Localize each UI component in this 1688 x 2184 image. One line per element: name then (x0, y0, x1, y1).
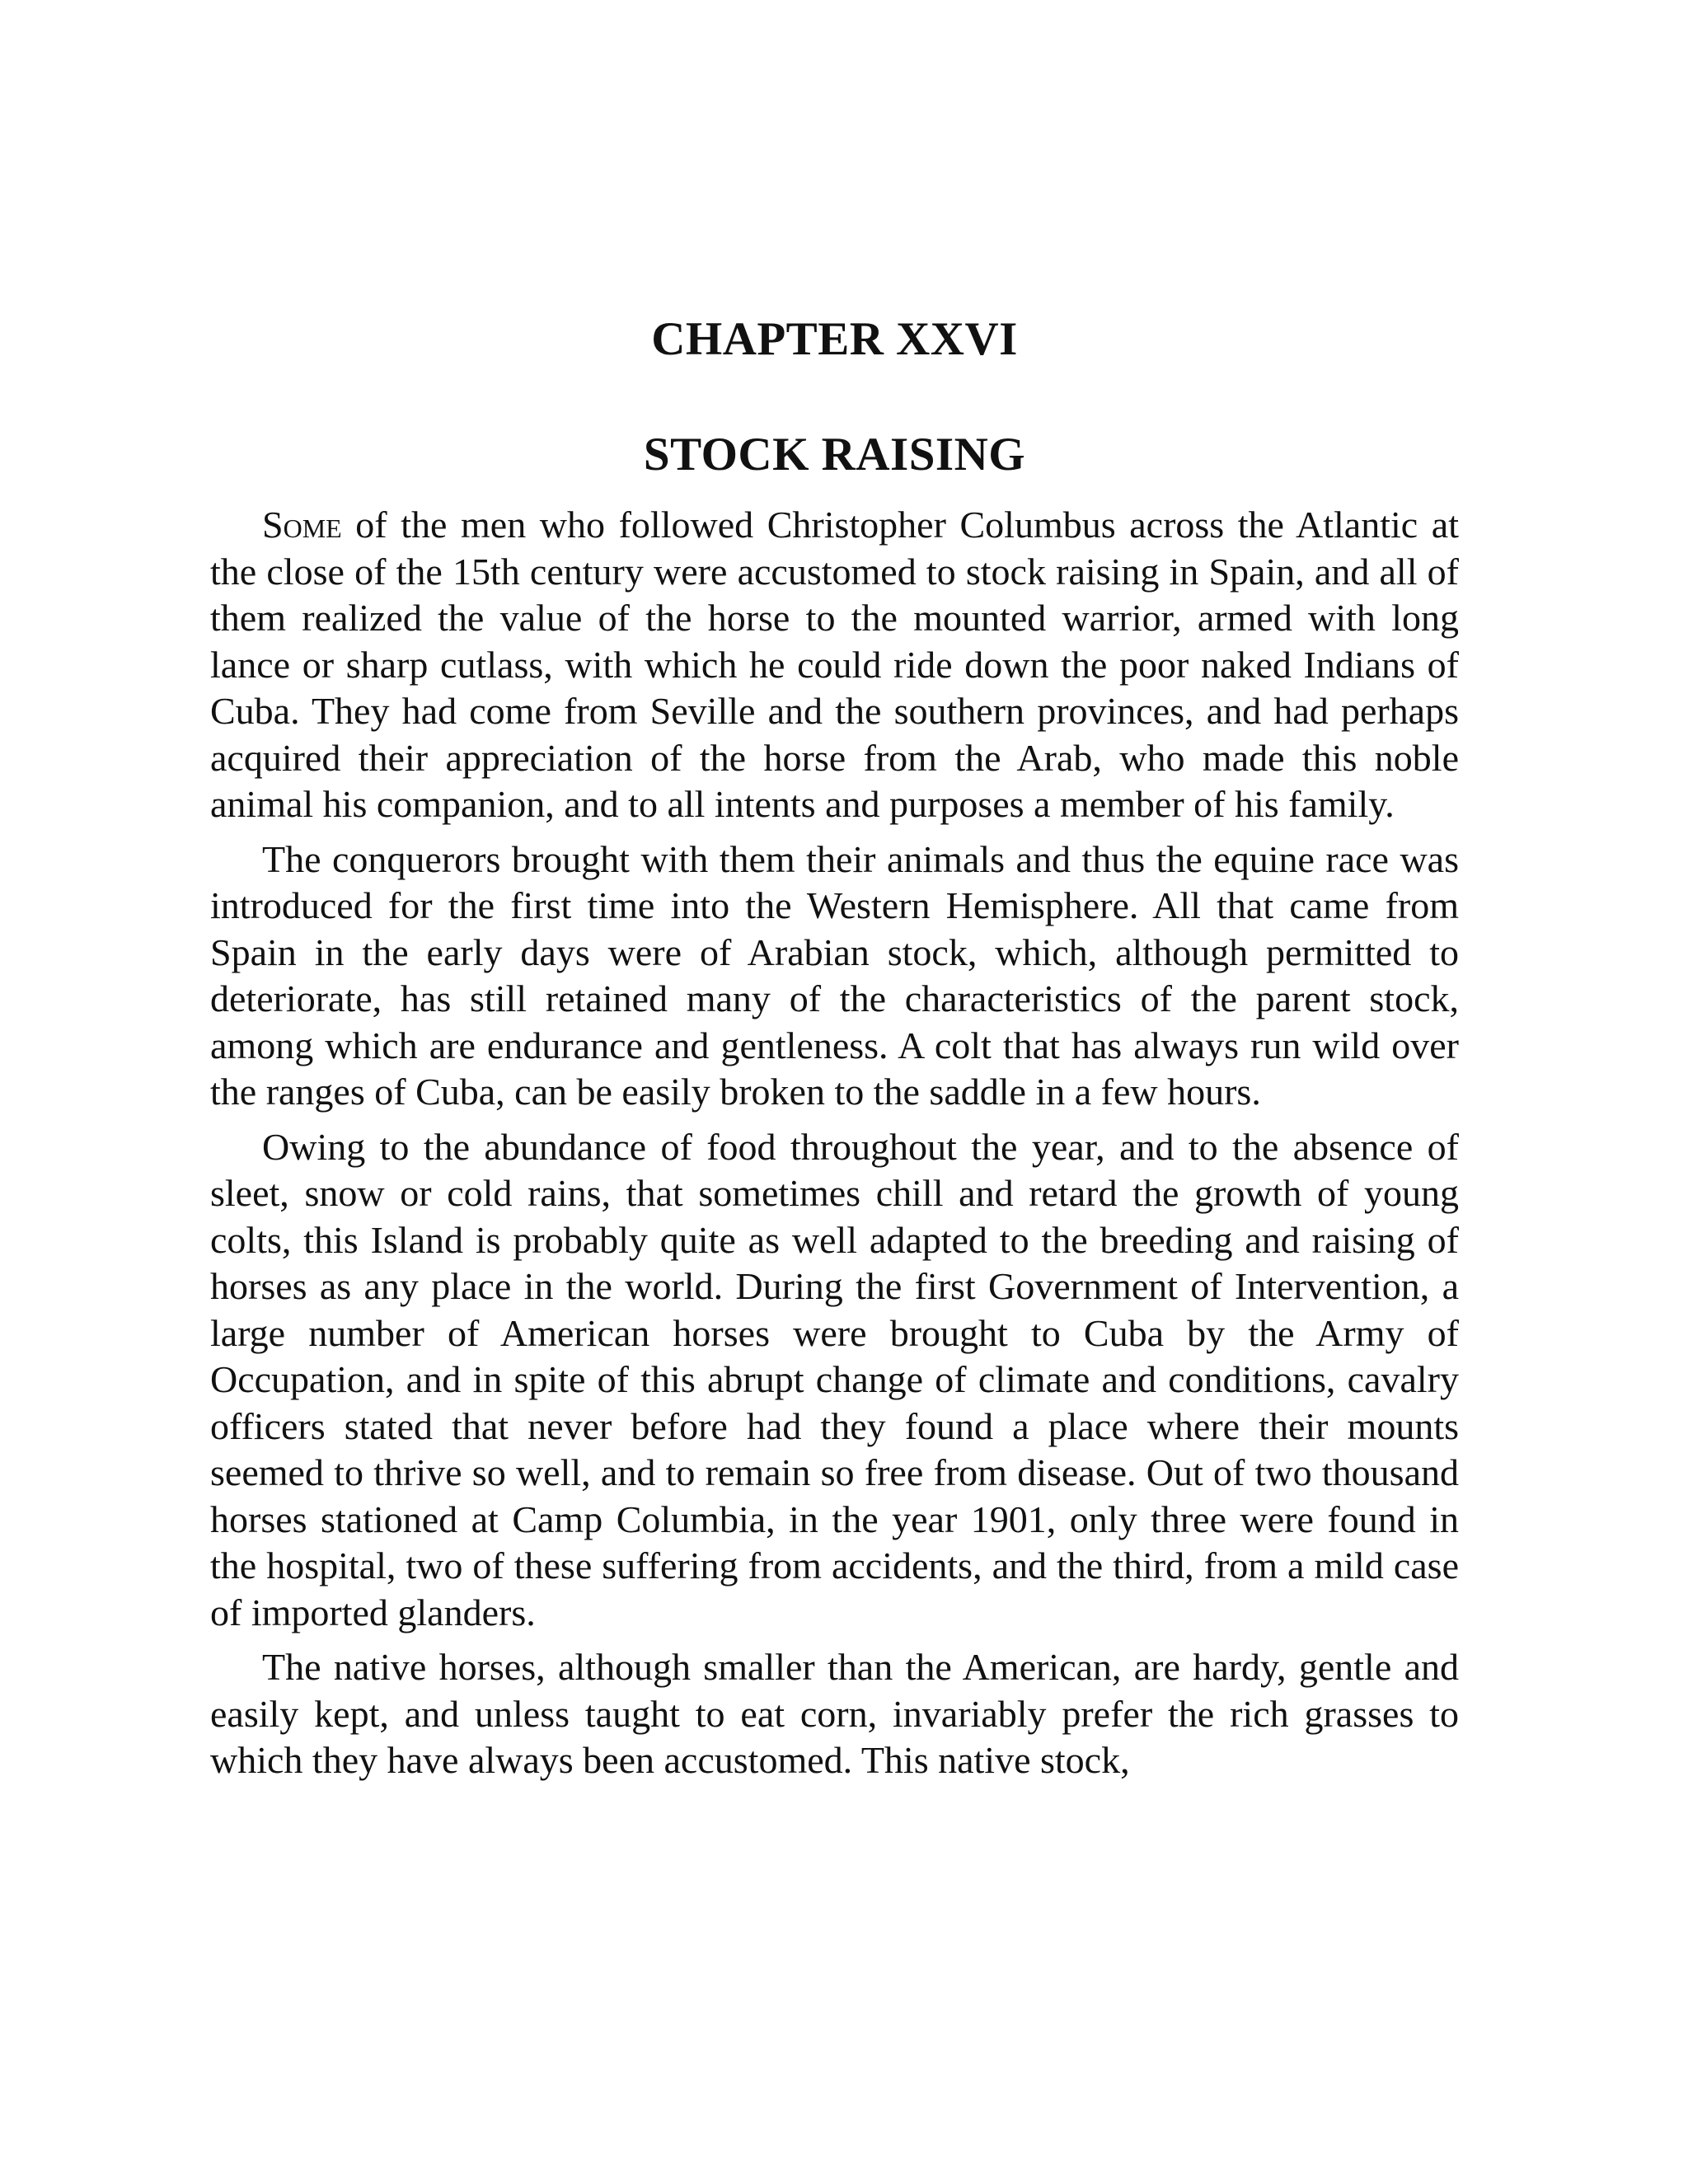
paragraph-3: Owing to the abundance of food throughout the year, and to the absence of sleet, snow or cold rains, that sometimes chill and retard the growth of young colts, this Island is probably quite as well adapted to the breeding and raising of horses as any place in the world. During the first Government of Intervention, a large number of American horses were brought to Cuba by the Army of Occupation, and in spite of this abrupt change of climate and conditions, cavalry officers stated that never before had they found a place where their mounts seemed to thrive so well, and to remain so free from disease. Out of two thousand horses stationed at Camp Columbia, in the year 1901, only three were found in the hospital, two of these suffering from accidents, and the third, from a mild case of imported glanders. (210, 1125, 1459, 1633)
paragraph-lead-word: Some (262, 504, 342, 546)
paragraph-1-text: of the men who followed Christopher Columbus across the Atlantic at the close of the 15th century were accustomed to stock raising in Spain, and all of them realized the value of the horse to the mounted warrior, armed with long lance or sharp cutlass, with which he could ride down the poor naked Indians of Cuba. They had come from Seville and the southern provinces, and had perhaps acquired their appreciation of the horse from the Arab, who made this noble animal his companion, and to all intents and purposes a member of his family. (210, 504, 1459, 825)
book-page (210, 309, 1459, 1793)
paragraph-1 (210, 502, 1459, 828)
paragraph-4: The native horses, although smaller than the American, are hardy, gentle and easily kept, and unless taught to eat corn, invariably prefer the rich grasses to which they have always been accustomed. This native stock, (210, 1646, 1459, 1781)
paragraph-2: The conquerors brought with them their animals and thus the equine race was introduced for the first time into the Western Hemisphere. All that came from Spain in the early days were of Arabian stock, which, although permitted to deteriorate, has still retained many of the characteristics of the parent stock, among which are endurance and gentleness. A colt that has always run wild over the ranges of Cuba, can be easily broken to the saddle in a few hours. (210, 837, 1459, 1113)
chapter-title: STOCK RAISING (643, 429, 1026, 480)
chapter-body (210, 502, 1459, 1784)
chapter-number: CHAPTER XXVI (651, 313, 1018, 365)
